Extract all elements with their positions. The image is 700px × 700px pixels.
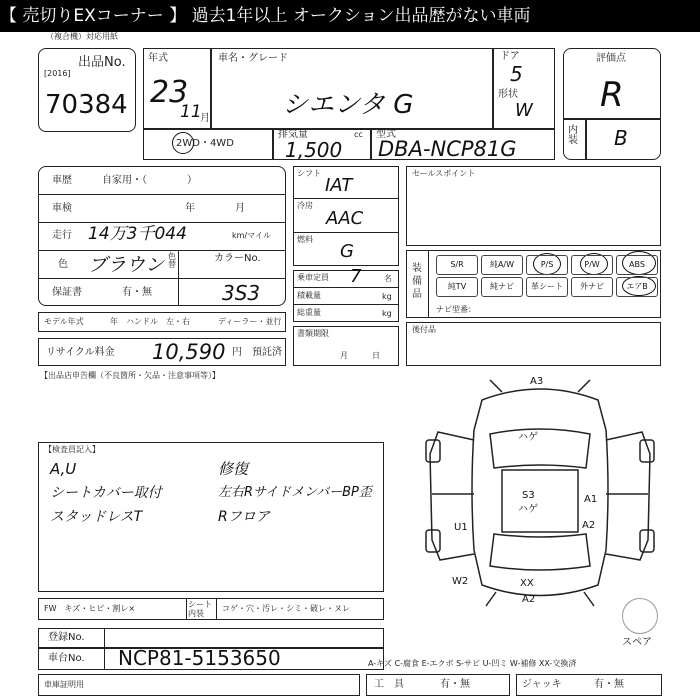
- sales-point-box: [406, 166, 661, 246]
- cert-label: 車庫証明用: [44, 680, 84, 689]
- door-value: 5: [510, 62, 523, 86]
- door-label: ドア: [500, 51, 520, 62]
- interior-value: B: [614, 126, 628, 150]
- ac-label: 冷房: [297, 201, 313, 210]
- chassis-no-label: 車台No.: [48, 653, 85, 664]
- weight-label: 総重量: [297, 308, 321, 317]
- equipment-item: P/S: [526, 255, 568, 275]
- equipment-item: ABS: [616, 255, 658, 275]
- recycle-label: リサイクル料金: [46, 347, 115, 358]
- mark-hage-roof: ハゲ: [518, 504, 538, 515]
- load-unit: kg: [382, 292, 392, 301]
- month-value: 11: [180, 102, 202, 122]
- capacity-value: 7: [350, 266, 362, 287]
- equipment-item: 純TV: [436, 277, 478, 297]
- color-no-value: 3S3: [222, 281, 261, 305]
- drive-label: 2WD・4WD: [176, 138, 234, 149]
- equipment-item: P/W: [571, 255, 613, 275]
- mark-u1: U1: [454, 522, 468, 533]
- history-options: 自家用・（ ）: [102, 175, 197, 186]
- afterfit-label: 後付品: [412, 325, 436, 334]
- ac-value: AAC: [326, 208, 364, 229]
- load-label: 積載量: [297, 291, 321, 300]
- equipment-item: 純ナビ: [481, 277, 523, 297]
- shape-value: W: [515, 100, 533, 121]
- displacement-label: 排気量: [278, 129, 308, 140]
- car-damage-diagram: [410, 370, 670, 620]
- banner: [0, 0, 700, 32]
- lot-number: 70384: [45, 90, 128, 120]
- equipment-item: 外ナビ: [571, 277, 613, 297]
- banner-text: 【 売切りEXコーナー 】 過去1年以上 オークション出品歴がない車両: [0, 6, 531, 26]
- grade-value: R: [600, 75, 624, 115]
- model-value: シエンタ G: [282, 90, 414, 120]
- damage-legend: A-キズ C-腐食 E-エクボ S-サビ U-凹ミ W-補修 XX-交換済: [368, 659, 577, 668]
- car-outline: [426, 380, 654, 606]
- mark-a2-rear: A2: [522, 594, 536, 605]
- tools-label: 工 具: [374, 679, 404, 690]
- inspector-left-3: スタッドレスT: [50, 509, 143, 525]
- inspector-left-1: A,U: [50, 460, 77, 478]
- type-label: 型式: [376, 129, 396, 140]
- displacement-unit: cc: [354, 130, 363, 139]
- fuel-value: G: [340, 241, 354, 262]
- spare-label: スペア: [622, 637, 652, 648]
- tools-options: 有・無: [440, 679, 470, 690]
- grade-label: 評価点: [596, 53, 626, 64]
- type-value: DBA-NCP81G: [378, 137, 517, 161]
- color-label: 色: [58, 259, 68, 270]
- dealer-label: ディーラー・並行: [218, 317, 282, 326]
- shape-label: 形状: [498, 89, 518, 100]
- inspector-label: 【検査員記入】: [44, 445, 100, 454]
- recycle-value: 10,590: [152, 340, 226, 364]
- jack-label: ジャッキ: [522, 679, 562, 690]
- mark-a3: A3: [530, 376, 544, 387]
- mark-s3: S3: [522, 490, 535, 501]
- inspector-right-1: 修復: [218, 460, 249, 478]
- month-unit: 月: [200, 113, 210, 124]
- interior-label: 内装: [568, 125, 578, 146]
- year-label: 年式: [148, 53, 168, 64]
- fw-text: FW キズ・ヒビ・割レ×: [44, 604, 136, 613]
- warranty-options: 有・無: [122, 287, 152, 298]
- registration-no-label: 登録No.: [48, 632, 85, 643]
- damage-marks: [452, 376, 597, 605]
- mark-w2: W2: [452, 576, 469, 587]
- equipment-item: S/R: [436, 255, 478, 275]
- shift-value: IAT: [325, 175, 353, 196]
- afterfit-box: [406, 322, 661, 366]
- lot-year-tag: [2016]: [44, 69, 71, 78]
- inspection-units: 年 月: [185, 203, 245, 214]
- handle-label: 年 ハンドル 左・右: [110, 317, 190, 326]
- model-year-label: モデル年式: [44, 317, 84, 326]
- model-label: 車名・グレード: [218, 53, 288, 64]
- capacity-label: 乗車定員: [297, 273, 329, 282]
- navi-label: ナビ型番：: [436, 305, 476, 314]
- equipment-item: エアB: [616, 277, 658, 297]
- history-label: 車歴: [52, 175, 72, 186]
- shift-label: シフト: [297, 169, 321, 178]
- mileage-label: 走行: [52, 230, 72, 241]
- equipment-item: 革シート: [526, 277, 568, 297]
- mark-hage-front: ハゲ: [518, 432, 538, 443]
- mark-a2-right: A2: [582, 520, 596, 531]
- registration-limit-label: 書類期限: [297, 329, 329, 338]
- sales-point-label: セールスポイント: [412, 169, 476, 178]
- header-sub: （複合機）対応用紙: [46, 32, 118, 41]
- displacement-value: 1,500: [285, 138, 343, 162]
- mark-xx: XX: [520, 578, 534, 589]
- seat-items: コゲ・穴・汚レ・シミ・破レ・ヌレ: [222, 604, 350, 613]
- inspector-right-3: Rフロア: [218, 509, 270, 525]
- fuel-label: 燃料: [297, 235, 313, 244]
- mileage-unit: km/マイル: [232, 231, 271, 240]
- inspection-label: 車検: [52, 203, 72, 214]
- footer-cert-row: [38, 674, 360, 696]
- mileage-value: 14万3千044: [88, 224, 187, 244]
- seat-label: シート内装: [188, 600, 212, 618]
- color-no-label: カラーNo.: [214, 253, 261, 264]
- year-value: 23: [150, 75, 189, 110]
- mark-a1: A1: [584, 494, 598, 505]
- color-change-label: 色替: [168, 252, 176, 269]
- spare-circle: [622, 598, 658, 634]
- recycle-unit: 円 預託済: [232, 347, 282, 358]
- equipment-item: 純A/W: [481, 255, 523, 275]
- equipment-label: 装備品: [412, 263, 422, 300]
- reg-row: [38, 628, 384, 648]
- jack-options: 有・無: [594, 679, 624, 690]
- inspector-right-2: 左右RサイドメンバーBP歪: [218, 485, 372, 500]
- weight-unit: kg: [382, 309, 392, 318]
- capacity-unit: 名: [384, 274, 392, 283]
- registration-limit-unit: 月 日: [340, 351, 380, 360]
- warranty-label: 保証書: [52, 287, 82, 298]
- notes-label: 【出品店申告欄（不良箇所・欠品・注意事項等）】: [40, 371, 220, 380]
- lot-label: 出品No.: [78, 55, 126, 70]
- inspector-left-2: シートカバー取付: [50, 485, 162, 501]
- chassis-no-value: NCP81-5153650: [118, 646, 281, 670]
- color-value: ブラウン: [88, 254, 165, 276]
